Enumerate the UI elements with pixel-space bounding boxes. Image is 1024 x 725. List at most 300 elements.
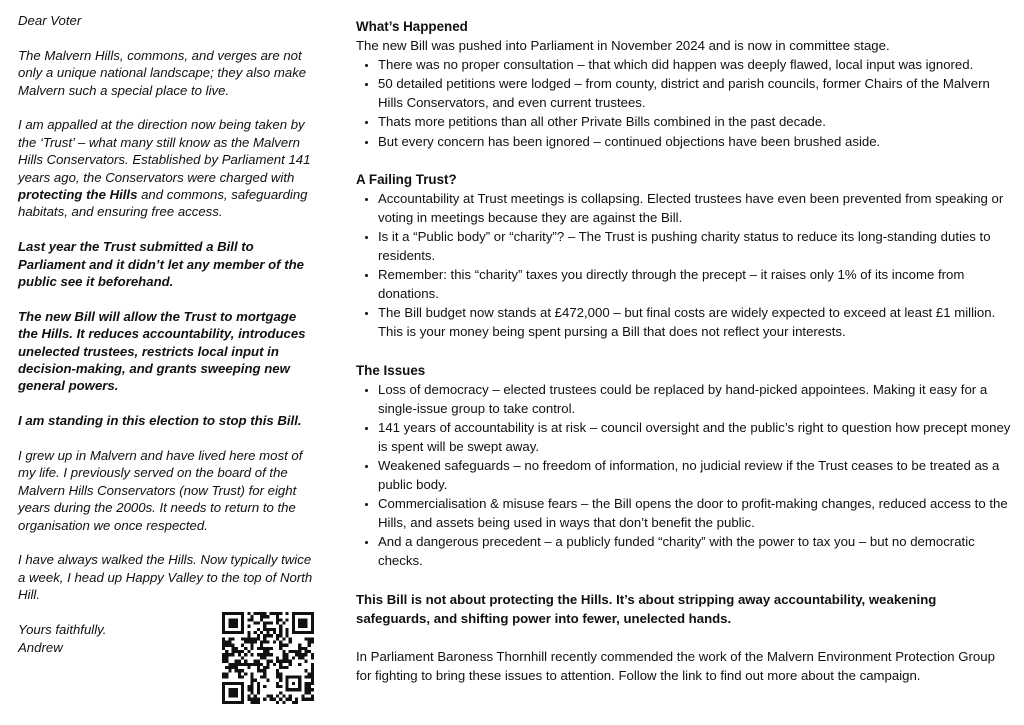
qr-module xyxy=(263,647,266,650)
qr-module xyxy=(282,701,285,704)
qr-module xyxy=(263,650,266,653)
qr-module xyxy=(244,641,247,644)
qr-module xyxy=(260,669,263,672)
qr-module xyxy=(311,682,314,685)
qr-module xyxy=(311,669,314,672)
qr-module xyxy=(225,672,228,675)
qr-module xyxy=(289,663,292,666)
qr-module xyxy=(263,698,266,701)
qr-module xyxy=(257,669,260,672)
qr-module xyxy=(247,641,250,644)
qr-module xyxy=(257,682,260,685)
qr-module xyxy=(308,688,311,691)
last-year-paragraph: Last year the Trust submitted a Bill to Parliament and it didn’t let any member of the public see it beforehand. xyxy=(18,239,305,290)
qr-module xyxy=(247,685,250,688)
qr-module xyxy=(251,675,254,678)
qr-module xyxy=(225,660,228,663)
standing-paragraph: I am standing in this election to stop this Bill. xyxy=(18,413,302,429)
qr-module xyxy=(225,666,228,669)
qr-module xyxy=(276,637,279,640)
qr-module xyxy=(263,622,266,625)
qr-module xyxy=(301,694,304,697)
qr-module xyxy=(247,618,250,621)
qr-module xyxy=(247,663,250,666)
qr-module xyxy=(235,647,238,650)
qr-module xyxy=(247,650,250,653)
qr-module xyxy=(263,672,266,675)
qr-module xyxy=(251,663,254,666)
qr-module xyxy=(276,656,279,659)
qr-module xyxy=(266,641,269,644)
qr-module xyxy=(279,679,282,682)
list-item: • But every concern has been ignored – continued objections have been brushed aside. xyxy=(378,132,1011,151)
qr-module xyxy=(308,682,311,685)
qr-module xyxy=(279,644,282,647)
qr-module xyxy=(279,647,282,650)
qr-module xyxy=(251,688,254,691)
qr-module xyxy=(298,653,301,656)
qr-module xyxy=(257,634,260,637)
qr-module xyxy=(257,622,260,625)
qr-module xyxy=(276,612,279,615)
qr-module xyxy=(266,694,269,697)
qr-module xyxy=(238,672,241,675)
qr-module xyxy=(222,675,225,678)
qr-module xyxy=(251,615,254,618)
qr-module xyxy=(279,698,282,701)
qr-module xyxy=(260,675,263,678)
qr-module xyxy=(298,650,301,653)
whats-happened-list xyxy=(356,55,1011,150)
qr-module xyxy=(263,637,266,640)
qr-module xyxy=(251,641,254,644)
qr-module xyxy=(251,701,254,704)
info-column xyxy=(356,17,1011,685)
qr-module xyxy=(266,631,269,634)
appalled-text-end: and commons, safeguarding habitats, and ensuring free access. xyxy=(18,187,308,220)
issues-list xyxy=(356,380,1011,571)
qr-module xyxy=(257,663,260,666)
qr-module xyxy=(257,628,260,631)
qr-module xyxy=(228,663,231,666)
qr-module xyxy=(254,660,257,663)
qr-module xyxy=(289,660,292,663)
qr-module xyxy=(289,694,292,697)
qr-module xyxy=(285,653,288,656)
qr-module xyxy=(263,653,266,656)
qr-module xyxy=(241,675,244,678)
qr-module xyxy=(304,660,307,663)
qr-module xyxy=(266,615,269,618)
qr-module xyxy=(260,663,263,666)
qr-module xyxy=(241,644,244,647)
qr-module xyxy=(279,666,282,669)
qr-module xyxy=(311,694,314,697)
qr-module xyxy=(270,634,273,637)
list-item: • Remember: this “charity” taxes you directly through the precept – it raises only 1% of its income from donations. xyxy=(378,265,1011,303)
qr-module xyxy=(257,660,260,663)
qr-module xyxy=(225,656,228,659)
qr-module xyxy=(244,637,247,640)
qr-module xyxy=(279,672,282,675)
qr-module xyxy=(279,631,282,634)
qr-module xyxy=(263,615,266,618)
qr-module xyxy=(279,663,282,666)
qr-module xyxy=(251,685,254,688)
qr-module xyxy=(285,628,288,631)
qr-module xyxy=(295,650,298,653)
qr-module xyxy=(276,675,279,678)
qr-module xyxy=(308,641,311,644)
appalled-bold-text: protecting the Hills xyxy=(18,187,138,203)
qr-module xyxy=(263,666,266,669)
qr-module xyxy=(263,675,266,678)
qr-module xyxy=(238,675,241,678)
signature-name: Andrew xyxy=(18,639,63,655)
qr-module xyxy=(263,634,266,637)
qr-module xyxy=(270,694,273,697)
qr-module xyxy=(279,625,282,628)
qr-module xyxy=(298,656,301,659)
qr-module xyxy=(276,685,279,688)
qr-module xyxy=(254,641,257,644)
list-item: • And a dangerous precedent – a publicly funded “charity” with the power to tax you – but no democratic checks. xyxy=(378,532,1011,570)
qr-module xyxy=(244,663,247,666)
qr-module xyxy=(276,615,279,618)
appalled-text-start: I am appalled at the direction now being taken by the ‘Trust’ – what many still know as the Malvern Hills Conservators. Established by Parliament 141 years ago, the Conservators were charged with xyxy=(18,117,311,185)
qr-code-icon[interactable] xyxy=(222,612,314,704)
qr-module xyxy=(260,618,263,621)
qr-module xyxy=(276,634,279,637)
qr-module xyxy=(254,701,257,704)
qr-module xyxy=(311,641,314,644)
qr-module xyxy=(270,653,273,656)
qr-module xyxy=(308,650,311,653)
qr-module xyxy=(232,644,235,647)
qr-module xyxy=(285,656,288,659)
qr-module xyxy=(301,653,304,656)
qr-module xyxy=(257,685,260,688)
qr-module xyxy=(247,634,250,637)
qr-module xyxy=(232,666,235,669)
qr-module xyxy=(235,669,238,672)
qr-module xyxy=(225,653,228,656)
qr-module xyxy=(247,631,250,634)
qr-module xyxy=(266,653,269,656)
qr-module xyxy=(235,660,238,663)
qr-module xyxy=(279,685,282,688)
qr-module xyxy=(244,660,247,663)
qr-module xyxy=(308,691,311,694)
qr-module xyxy=(266,622,269,625)
closing-line: Yours faithfully. xyxy=(18,622,107,638)
qr-module xyxy=(285,631,288,634)
qr-module xyxy=(266,679,269,682)
qr-module xyxy=(292,656,295,659)
qr-module xyxy=(276,672,279,675)
qr-module xyxy=(308,672,311,675)
issues-heading: The Issues xyxy=(356,362,426,378)
qr-module xyxy=(247,612,250,615)
qr-module xyxy=(238,660,241,663)
qr-module xyxy=(254,694,257,697)
qr-module xyxy=(308,685,311,688)
qr-module xyxy=(254,698,257,701)
qr-module xyxy=(257,701,260,704)
qr-module xyxy=(235,650,238,653)
list-item: • Commercialisation & misuse fears – the Bill opens the door to profit-making changes, reduced access to the Hills, and assets being used in ways that don’t benefit the public. xyxy=(378,494,1011,532)
list-item: • There was no proper consultation – that which did happen was deeply flawed, local input was ignored. xyxy=(378,55,1011,74)
qr-module xyxy=(257,653,260,656)
qr-module xyxy=(263,669,266,672)
qr-module xyxy=(232,650,235,653)
qr-module xyxy=(273,698,276,701)
qr-module xyxy=(298,663,301,666)
qr-module xyxy=(282,653,285,656)
list-item: • Weakened safeguards – no freedom of information, no judicial review if the Trust ceases to be treated as a public body. xyxy=(378,456,1011,494)
qr-module xyxy=(257,691,260,694)
qr-module xyxy=(266,628,269,631)
qr-module xyxy=(247,688,250,691)
qr-module xyxy=(301,647,304,650)
qr-module xyxy=(241,663,244,666)
qr-module xyxy=(304,669,307,672)
list-item: • 50 detailed petitions were lodged – from county, district and parish councils, former Chairs of the Malvern Hills Conservators, and even current trustees. xyxy=(378,74,1011,112)
qr-module xyxy=(251,672,254,675)
qr-module xyxy=(289,641,292,644)
qr-module xyxy=(304,682,307,685)
qr-module xyxy=(257,666,260,669)
qr-module xyxy=(263,628,266,631)
qr-module xyxy=(273,663,276,666)
qr-module xyxy=(285,612,288,615)
qr-module xyxy=(222,637,225,640)
qr-module xyxy=(270,628,273,631)
qr-module xyxy=(263,656,266,659)
qr-module xyxy=(270,698,273,701)
failing-trust-list xyxy=(356,189,1011,342)
qr-module xyxy=(304,688,307,691)
qr-module xyxy=(247,625,250,628)
qr-module xyxy=(266,660,269,663)
qr-module xyxy=(251,698,254,701)
list-item: • Is it a “Public body” or “charity”? – The Trust is pushing charity status to reduce its long-standing duties to residents. xyxy=(378,227,1011,265)
failing-trust-heading: A Failing Trust? xyxy=(356,171,457,187)
intro-paragraph: The Malvern Hills, commons, and verges are not only a unique national landscape; they also make Malvern such a special place to live. xyxy=(18,47,307,98)
qr-module xyxy=(260,631,263,634)
qr-module xyxy=(289,637,292,640)
qr-module xyxy=(222,647,225,650)
qr-module xyxy=(247,666,250,669)
qr-module xyxy=(270,612,273,615)
qr-module xyxy=(232,653,235,656)
qr-module xyxy=(247,694,250,697)
qr-module xyxy=(260,647,263,650)
qr-module xyxy=(254,637,257,640)
qr-module xyxy=(273,628,276,631)
qr-module xyxy=(254,622,257,625)
parliament-paragraph: In Parliament Baroness Thornhill recently commended the work of the Malvern Environment Protection Group for fighting to bring these issues to attention. Follow the link to find out more about the campaign. xyxy=(356,648,995,683)
qr-module xyxy=(282,666,285,669)
qr-module xyxy=(311,663,314,666)
qr-module xyxy=(260,612,263,615)
qr-module xyxy=(279,675,282,678)
qr-module xyxy=(285,644,288,647)
qr-module xyxy=(282,650,285,653)
qr-module xyxy=(279,628,282,631)
qr-module xyxy=(285,666,288,669)
qr-module xyxy=(263,612,266,615)
qr-module xyxy=(247,698,250,701)
qr-module xyxy=(301,656,304,659)
qr-module xyxy=(311,666,314,669)
qr-module xyxy=(257,688,260,691)
qr-module xyxy=(279,612,282,615)
qr-module xyxy=(308,698,311,701)
qr-module xyxy=(295,701,298,704)
qr-module xyxy=(301,698,304,701)
qr-module xyxy=(282,622,285,625)
qr-module xyxy=(266,663,269,666)
qr-module xyxy=(241,650,244,653)
list-item: • Accountability at Trust meetings is collapsing. Elected trustees have even been prevented from speaking or voting in meetings because they are against the Bill. xyxy=(378,189,1011,227)
qr-module xyxy=(222,656,225,659)
qr-module xyxy=(279,641,282,644)
qr-module xyxy=(244,672,247,675)
qr-module xyxy=(304,698,307,701)
qr-module xyxy=(276,701,279,704)
letter-column xyxy=(18,12,318,656)
qr-module xyxy=(295,698,298,701)
qr-module xyxy=(282,656,285,659)
qr-module xyxy=(304,675,307,678)
qr-module xyxy=(308,637,311,640)
qr-module xyxy=(311,653,314,656)
qr-module xyxy=(276,694,279,697)
qr-module xyxy=(285,618,288,621)
list-item: • 141 years of accountability is at risk – council oversight and the public’s right to question how precept money is spent will be swept away. xyxy=(378,418,1011,456)
qr-module xyxy=(251,644,254,647)
qr-module xyxy=(228,666,231,669)
qr-module xyxy=(263,685,266,688)
qr-module xyxy=(273,641,276,644)
qr-module xyxy=(276,660,279,663)
qr-module xyxy=(222,660,225,663)
qr-module xyxy=(254,663,257,666)
qr-module xyxy=(251,679,254,682)
qr-module xyxy=(263,625,266,628)
qr-module xyxy=(225,641,228,644)
qr-module xyxy=(276,669,279,672)
qr-module xyxy=(254,679,257,682)
qr-module xyxy=(304,637,307,640)
qr-module xyxy=(232,647,235,650)
qr-module xyxy=(235,663,238,666)
qr-module xyxy=(311,679,314,682)
qr-module xyxy=(266,650,269,653)
qr-module xyxy=(282,660,285,663)
list-item: • Thats more petitions than all other Private Bills combined in the past decade. xyxy=(378,112,1011,131)
qr-module xyxy=(238,663,241,666)
qr-module xyxy=(232,637,235,640)
qr-module xyxy=(279,691,282,694)
qr-module xyxy=(254,612,257,615)
qr-module xyxy=(225,650,228,653)
qr-module xyxy=(276,618,279,621)
qr-module xyxy=(247,637,250,640)
qr-module xyxy=(298,644,301,647)
qr-module xyxy=(292,701,295,704)
appalled-paragraph xyxy=(18,116,318,220)
qr-module xyxy=(228,669,231,672)
qr-module xyxy=(308,644,311,647)
qr-module xyxy=(235,666,238,669)
qr-module xyxy=(260,615,263,618)
qr-module xyxy=(257,612,260,615)
whats-happened-lead: The new Bill was pushed into Parliament in November 2024 and is now in committee stage. xyxy=(356,38,890,54)
list-item: • Loss of democracy – elected trustees could be replaced by hand-picked appointees. Making it easy for a single-issue group to take control. xyxy=(378,380,1011,418)
qr-module xyxy=(266,634,269,637)
new-bill-paragraph: The new Bill will allow the Trust to mortgage the Hills. It reduces accountability, introduces unelected trustees, restricts local input in decision-making, and grants sweeping new general powers. xyxy=(18,308,306,394)
qr-module xyxy=(311,672,314,675)
qr-module xyxy=(282,694,285,697)
qr-module xyxy=(228,641,231,644)
qr-module xyxy=(279,634,282,637)
qr-module xyxy=(241,669,244,672)
walked-paragraph: I have always walked the Hills. Now typically twice a week, I head up Happy Valley to the top of North Hill. xyxy=(18,552,313,603)
qr-module xyxy=(228,637,231,640)
qr-module xyxy=(257,698,260,701)
grew-up-paragraph: I grew up in Malvern and have lived here most of my life. I previously served on the board of the Malvern Hills Conservators (now Trust) for eight years during the 2000s. It needs to return to the organisation we once respected. xyxy=(18,448,303,533)
qr-module xyxy=(311,698,314,701)
qr-module xyxy=(289,650,292,653)
qr-module xyxy=(251,682,254,685)
qr-module xyxy=(251,691,254,694)
qr-module xyxy=(304,685,307,688)
qr-module xyxy=(304,653,307,656)
qr-module xyxy=(292,650,295,653)
qr-module xyxy=(311,637,314,640)
qr-module xyxy=(260,653,263,656)
qr-module xyxy=(282,637,285,640)
qr-module xyxy=(222,672,225,675)
conclusion-statement: This Bill is not about protecting the Hills. It’s about stripping away accountability, weakening safeguards, and shifting power into fewer, unelected hands. xyxy=(356,591,937,626)
qr-module xyxy=(298,647,301,650)
qr-module xyxy=(238,669,241,672)
qr-module xyxy=(251,637,254,640)
qr-module xyxy=(270,622,273,625)
qr-module xyxy=(276,622,279,625)
qr-module xyxy=(270,660,273,663)
qr-module xyxy=(279,618,282,621)
qr-module xyxy=(285,634,288,637)
qr-module xyxy=(285,660,288,663)
qr-module xyxy=(311,688,314,691)
qr-module xyxy=(244,647,247,650)
qr-module xyxy=(228,644,231,647)
list-item: • The Bill budget now stands at £472,000 – but final costs are widely expected to exceed at least £1 million. This is your money being spent pursing a Bill that does not reflect your interests. xyxy=(378,303,1011,341)
qr-module xyxy=(241,637,244,640)
qr-module xyxy=(311,675,314,678)
qr-module xyxy=(257,647,260,650)
greeting: Dear Voter xyxy=(18,13,82,28)
qr-module xyxy=(304,691,307,694)
qr-module xyxy=(251,653,254,656)
qr-module xyxy=(222,641,225,644)
qr-module xyxy=(222,644,225,647)
qr-module xyxy=(263,641,266,644)
qr-module xyxy=(282,644,285,647)
